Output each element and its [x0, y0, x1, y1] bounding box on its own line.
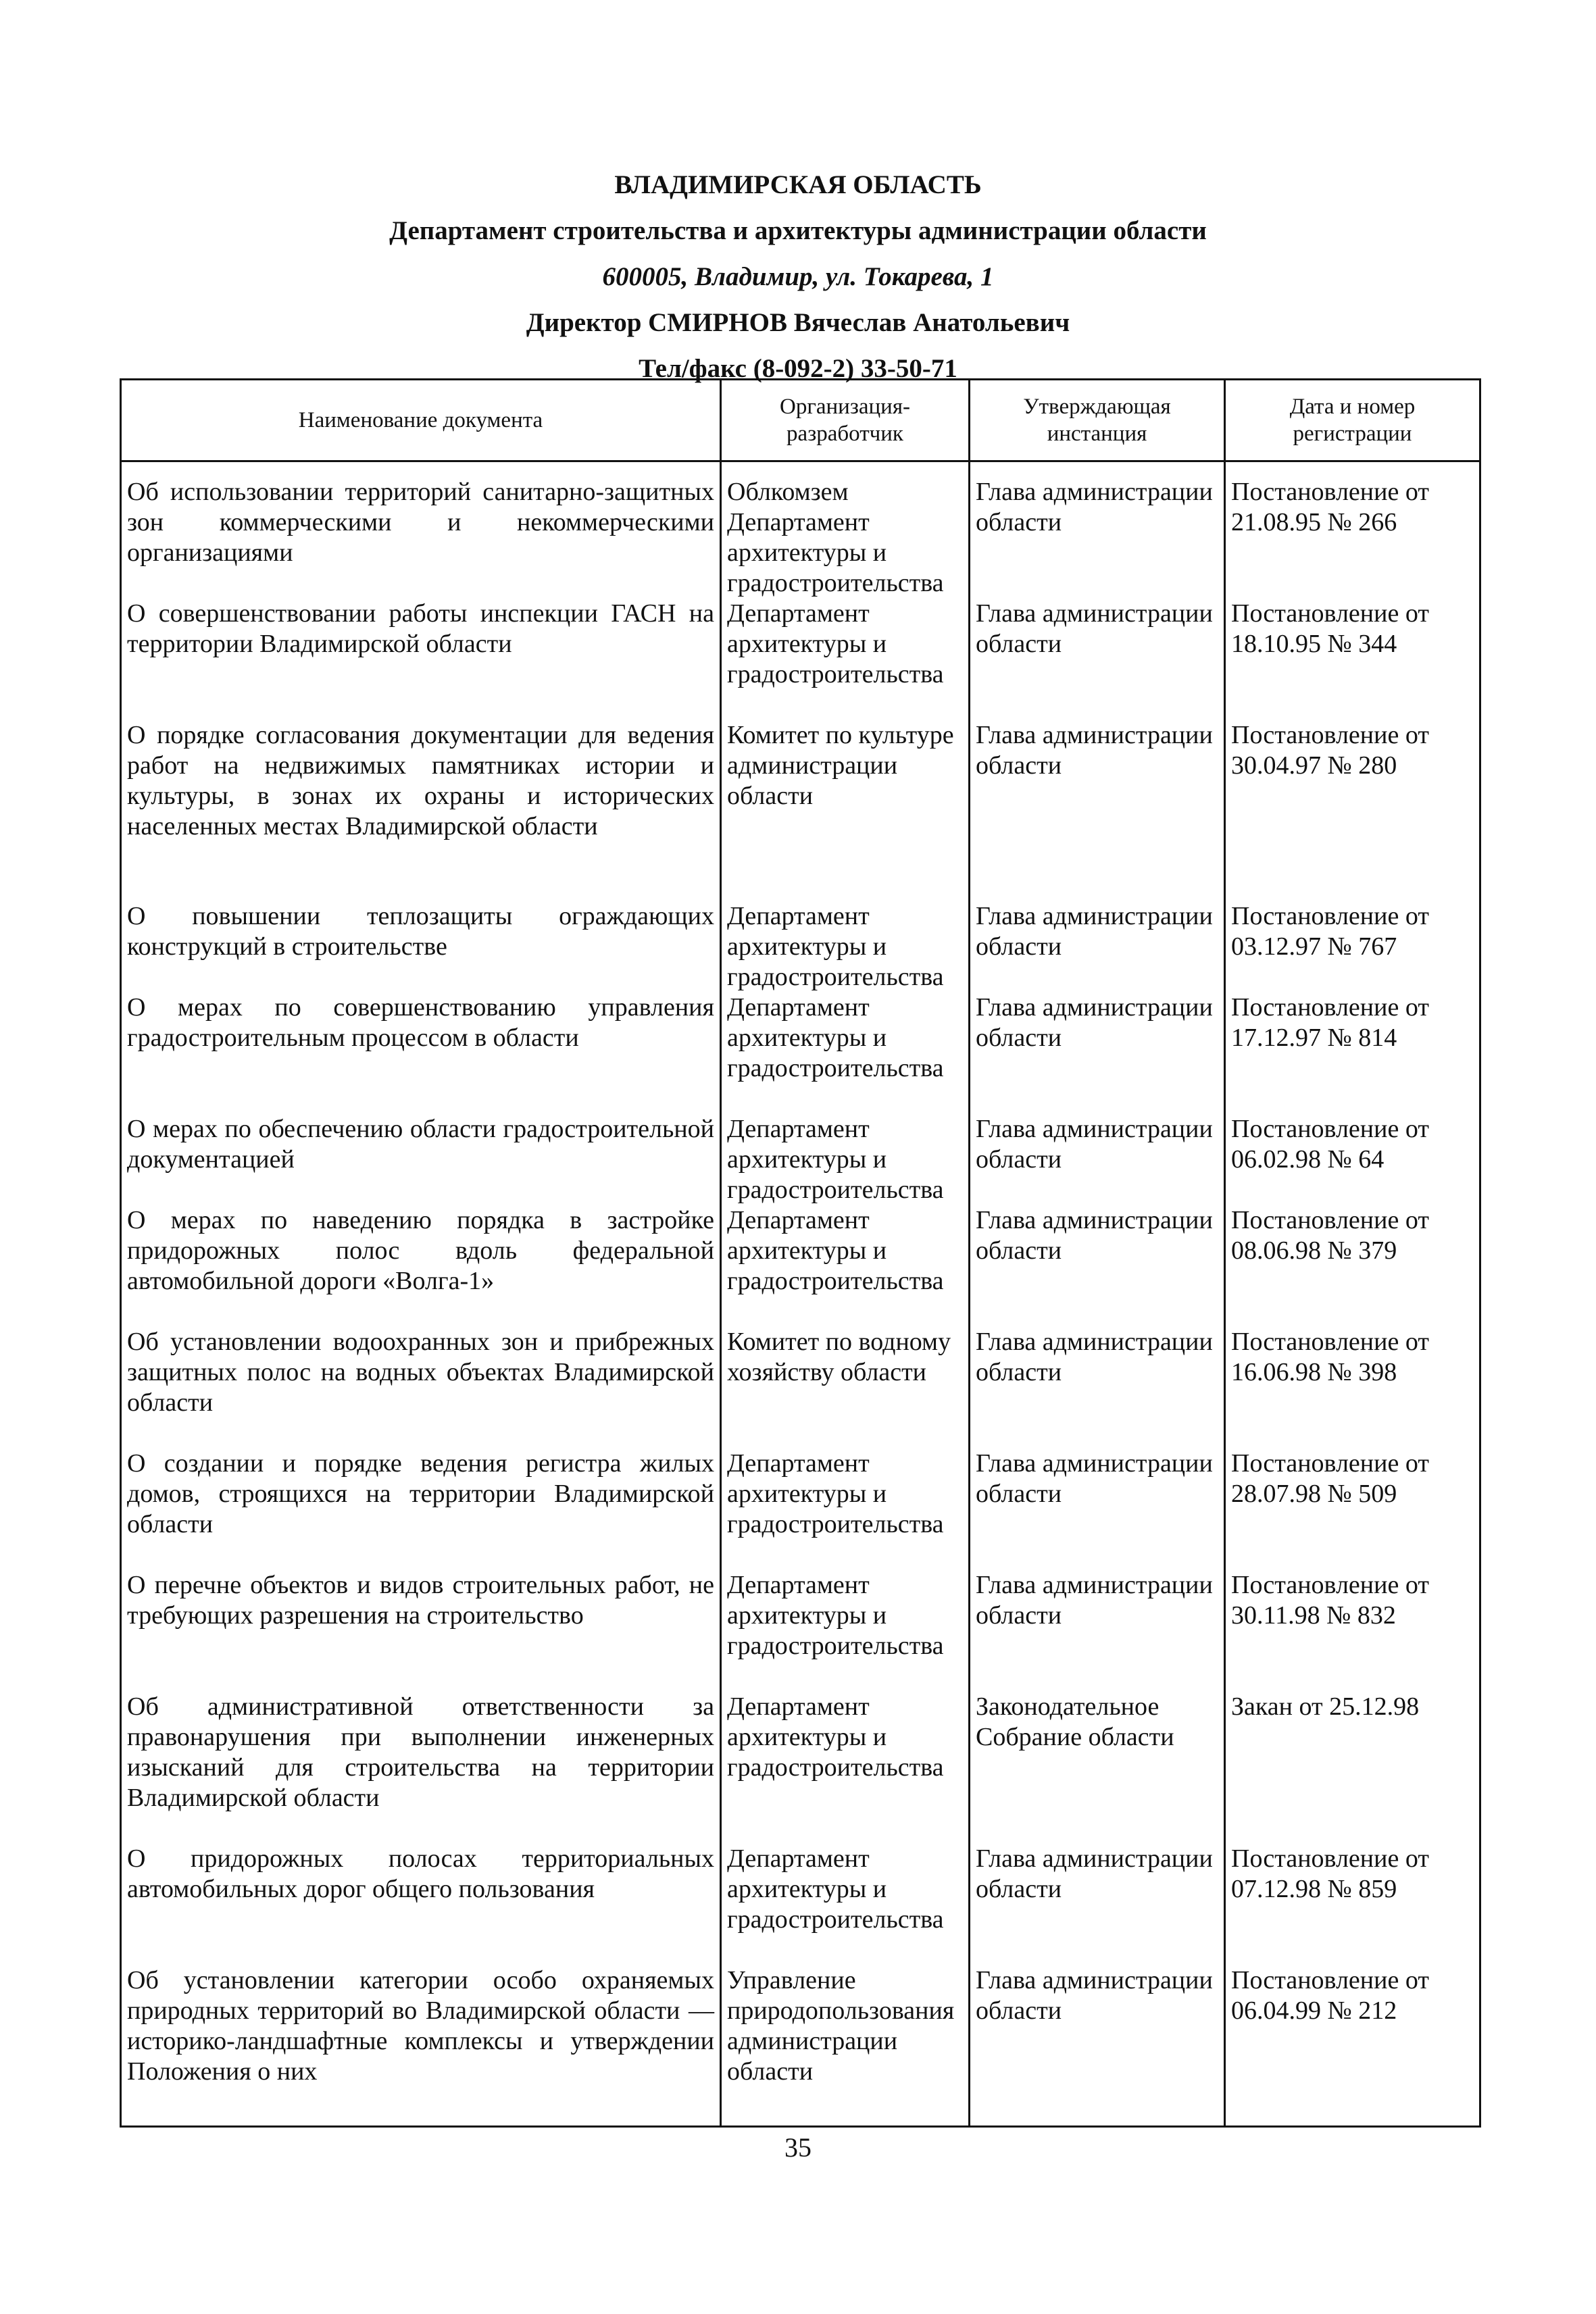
document-name: Об использовании территорий санитарно-защитных зон коммерческими и некоммерческими организациями: [121, 477, 721, 599]
developer-org: Департамент архитектуры и градостроительства: [721, 992, 970, 1114]
registration-date: Постановление от 08.06.98 № 379: [1225, 1205, 1480, 1327]
registration-date: Постановление от 21.08.95 № 266: [1225, 477, 1480, 599]
developer-org: Департамент архитектуры и градостроительства: [721, 1692, 970, 1844]
registration-date: Постановление от 03.12.97 № 767: [1225, 901, 1480, 992]
table-row: [121, 1965, 1480, 2126]
approving-authority: Законодательное Собрание области: [970, 1692, 1225, 1844]
phone-fax: Тел/факс (8-092-2) 33-50-71: [639, 354, 957, 383]
approving-authority: Глава администрации области: [970, 1449, 1225, 1570]
column-header-org: Организация-разработчик: [721, 380, 970, 461]
document-name: О мерах по наведению порядка в застройке придорожных полос вдоль федеральной автомобильной дороги «Волга-1»: [121, 1205, 721, 1327]
approving-authority: Глава администрации области: [970, 1327, 1225, 1449]
approving-authority: Глава администрации области: [970, 901, 1225, 992]
developer-org: Облкомзем Департамент архитектуры и градостроительства: [721, 477, 970, 599]
table-header-row: [121, 380, 1480, 461]
region-title: ВЛАДИМИРСКАЯ ОБЛАСТЬ: [614, 170, 982, 199]
developer-org: Комитет по водному хозяйству области: [721, 1327, 970, 1449]
developer-org: Департамент архитектуры и градостроительства: [721, 1205, 970, 1327]
director-name: Директор СМИРНОВ Вячеслав Анатольевич: [526, 308, 1070, 337]
developer-org: Департамент архитектуры и градостроительства: [721, 1570, 970, 1692]
document-name: О создании и порядке ведения регистра жилых домов, строящихся на территории Владимирской области: [121, 1449, 721, 1570]
registration-date: Закан от 25.12.98: [1225, 1692, 1480, 1844]
document-name: О мерах по совершенствованию управления градостроительным процессом в области: [121, 992, 721, 1114]
table-spacer: [121, 461, 1480, 478]
approving-authority: Глава администрации области: [970, 477, 1225, 599]
table-row: [121, 992, 1480, 1114]
approving-authority: Глава администрации области: [970, 1570, 1225, 1692]
registration-date: Постановление от 06.04.99 № 212: [1225, 1965, 1480, 2126]
documents-table: [120, 378, 1481, 2128]
document-name: Об административной ответственности за правонарушения при выполнении инженерных изысканий для строительства на территории Владимирской области: [121, 1692, 721, 1844]
developer-org: Департамент архитектуры и градостроительства: [721, 901, 970, 992]
table-row: [121, 1449, 1480, 1570]
document-name: О придорожных полосах территориальных автомобильных дорог общего пользования: [121, 1844, 721, 1965]
column-header-name: Наименование документа: [121, 380, 721, 461]
department-address: 600005, Владимир, ул. Токарева, 1: [602, 262, 994, 291]
table-row: [121, 901, 1480, 992]
registration-date: Постановление от 06.02.98 № 64: [1225, 1114, 1480, 1205]
document-name: О совершенствовании работы инспекции ГАСН на территории Владимирской области: [121, 599, 721, 720]
table-row: [121, 1844, 1480, 1965]
developer-org: Департамент архитектуры и градостроительства: [721, 599, 970, 720]
registration-date: Постановление от 30.11.98 № 832: [1225, 1570, 1480, 1692]
approving-authority: Глава администрации области: [970, 1965, 1225, 2126]
approving-authority: Глава администрации области: [970, 1205, 1225, 1327]
document-header: [0, 162, 1596, 392]
table-row: [121, 1114, 1480, 1205]
document-name: О повышении теплозащиты ограждающих конструкций в строительстве: [121, 901, 721, 992]
document-name: О мерах по обеспечению области градостроительной документацией: [121, 1114, 721, 1205]
developer-org: Департамент архитектуры и градостроительства: [721, 1844, 970, 1965]
column-header-date: Дата и номер регистрации: [1225, 380, 1480, 461]
table-row: [121, 1327, 1480, 1449]
registration-date: Постановление от 17.12.97 № 814: [1225, 992, 1480, 1114]
table-row: [121, 720, 1480, 901]
table-row: [121, 477, 1480, 599]
registration-date: Постановление от 30.04.97 № 280: [1225, 720, 1480, 901]
document-name: О перечне объектов и видов строительных работ, не требующих разрешения на строительство: [121, 1570, 721, 1692]
document-name: Об установлении водоохранных зон и прибрежных защитных полос на водных объектах Владимирской области: [121, 1327, 721, 1449]
approving-authority: Глава администрации области: [970, 599, 1225, 720]
document-name: О порядке согласования документации для ведения работ на недвижимых памятниках истории и культуры, в зонах их охраны и исторических населенных местах Владимирской области: [121, 720, 721, 901]
registration-date: Постановление от 28.07.98 № 509: [1225, 1449, 1480, 1570]
table-row: [121, 1570, 1480, 1692]
table-row: [121, 1205, 1480, 1327]
approving-authority: Глава администрации области: [970, 992, 1225, 1114]
developer-org: Комитет по культуре администрации области: [721, 720, 970, 901]
developer-org: Департамент архитектуры и градостроительства: [721, 1449, 970, 1570]
developer-org: Департамент архитектуры и градостроительства: [721, 1114, 970, 1205]
registration-date: Постановление от 16.06.98 № 398: [1225, 1327, 1480, 1449]
department-name: Департамент строительства и архитектуры администрации области: [389, 216, 1207, 245]
table-row: [121, 1692, 1480, 1844]
approving-authority: Глава администрации области: [970, 720, 1225, 901]
column-header-inst: Утверждающая инстанция: [970, 380, 1225, 461]
approving-authority: Глава администрации области: [970, 1114, 1225, 1205]
registration-date: Постановление от 18.10.95 № 344: [1225, 599, 1480, 720]
document-name: Об установлении категории особо охраняемых природных территорий во Владимирской области — историко-ландшафтные комплексы и утверждении Положения о них: [121, 1965, 721, 2126]
approving-authority: Глава администрации области: [970, 1844, 1225, 1965]
developer-org: Управление природопользования администрации области: [721, 1965, 970, 2126]
registration-date: Постановление от 07.12.98 № 859: [1225, 1844, 1480, 1965]
table-row: [121, 599, 1480, 720]
page-number: 35: [784, 2132, 812, 2163]
